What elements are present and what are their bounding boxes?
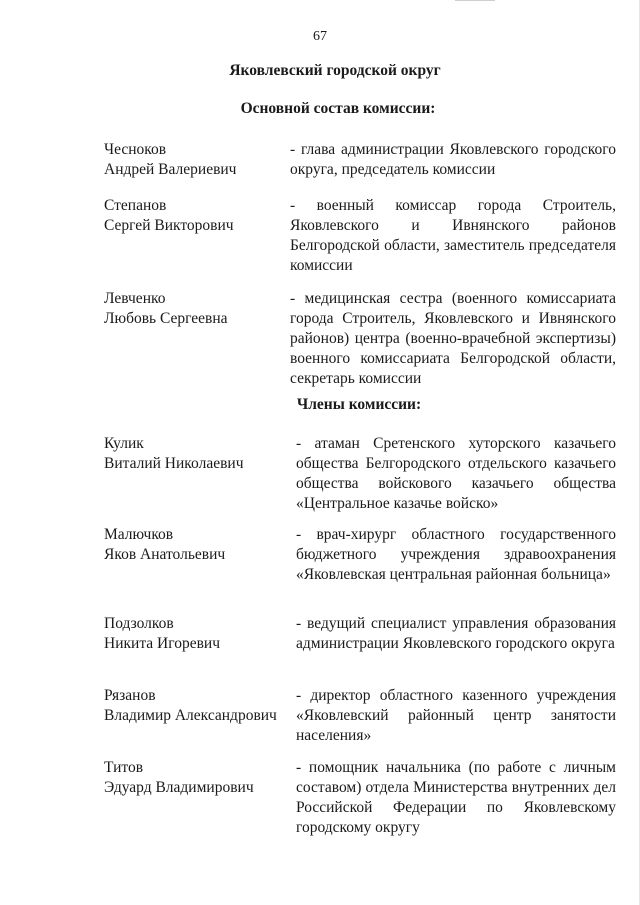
role-line: Российской Федерации по Яковлевскому <box>296 799 616 816</box>
role-line: общества Белгородского отдельского казачьего <box>296 455 616 472</box>
surname: Степанов <box>104 197 167 214</box>
role-line: секретарь комиссии <box>290 370 422 387</box>
role-line: «Яковлевская центральная районная <box>296 566 538 583</box>
role-line: администрации Яковлевского городского <box>296 635 568 652</box>
role-line: общества войскового казачьего общества <box>296 475 616 492</box>
role-line: районов) центра (военно-врачебной экспертизы) <box>290 330 616 347</box>
role-line: - глава администрации Яковлевского городского <box>290 141 616 158</box>
person-role <box>296 614 616 654</box>
surname: Малючков <box>104 526 174 543</box>
given-names: Эдуард Владимирович <box>104 779 254 796</box>
person-role <box>296 686 616 746</box>
role-line: - директор областного казенного учреждения <box>296 687 616 704</box>
section-heading-members: Члены комиссии: <box>296 396 422 413</box>
role-line: округа <box>571 635 615 652</box>
role-line: - помощник начальника (по работе с личным <box>296 759 616 776</box>
surname: Титов <box>104 759 144 776</box>
role-line: городскому округу <box>296 819 420 836</box>
document-title: Яковлевский городской округ <box>229 62 441 79</box>
section-heading-main: Основной состав комиссии: <box>240 100 436 117</box>
role-line: Белгородской области, заместитель председателя <box>290 237 616 254</box>
role-line: бюджетного учреждения здравоохранения <box>296 546 616 563</box>
given-names: Виталий Николаевич <box>104 455 244 472</box>
given-names: Сергей Викторович <box>104 217 234 234</box>
role-line: Яковлевского и Ивнянского районов <box>290 217 616 234</box>
role-line: города Строитель, Яковлевского и Ивнянского <box>290 310 616 327</box>
role-line: больница» <box>540 566 611 583</box>
person-name <box>104 140 284 180</box>
given-names: Андрей Валериевич <box>104 161 237 178</box>
surname: Чесноков <box>104 141 167 158</box>
person-name <box>104 289 284 329</box>
given-names: Никита Игоревич <box>104 635 220 652</box>
role-line: составом) отдела Министерства внутренних дел <box>296 779 616 796</box>
person-name <box>104 614 284 654</box>
role-line: военного комиссариата Белгородской области, <box>290 350 616 367</box>
person-role <box>296 434 616 514</box>
person-name <box>104 758 284 798</box>
surname: Кулик <box>104 435 144 452</box>
given-names: Владимир Александрович <box>104 707 277 724</box>
person-name <box>104 525 284 565</box>
role-line: «Яковлевский районный центр занятости <box>296 707 616 724</box>
person-name <box>104 196 284 236</box>
person-role <box>290 140 616 180</box>
role-line: - военный комиссар города Строитель, <box>290 197 616 214</box>
role-line: - ведущий специалист управления образования <box>296 615 616 632</box>
role-line: - врач-хирург областного государственного <box>296 526 616 543</box>
scan-artifact <box>455 0 495 1</box>
given-names: Любовь Сергеевна <box>104 310 228 327</box>
person-name <box>104 434 284 474</box>
surname: Левченко <box>104 290 166 307</box>
person-role <box>296 525 616 585</box>
person-role <box>290 289 616 389</box>
person-role <box>290 196 616 276</box>
person-role <box>296 758 616 838</box>
surname: Рязанов <box>104 687 156 704</box>
role-line: населения» <box>296 727 372 744</box>
role-line: комиссии <box>290 257 353 274</box>
role-line: округа, председатель комиссии <box>290 161 496 178</box>
person-name <box>104 686 284 726</box>
surname: Подзолков <box>104 615 174 632</box>
given-names: Яков Анатольевич <box>104 546 226 563</box>
role-line: - медицинская сестра (военного комиссариата <box>290 290 616 307</box>
role-line: - атаман Сретенского хуторского казачьего <box>296 435 616 452</box>
role-line: «Центральное казачье войско» <box>296 495 499 512</box>
page-number: 67 <box>313 29 327 44</box>
